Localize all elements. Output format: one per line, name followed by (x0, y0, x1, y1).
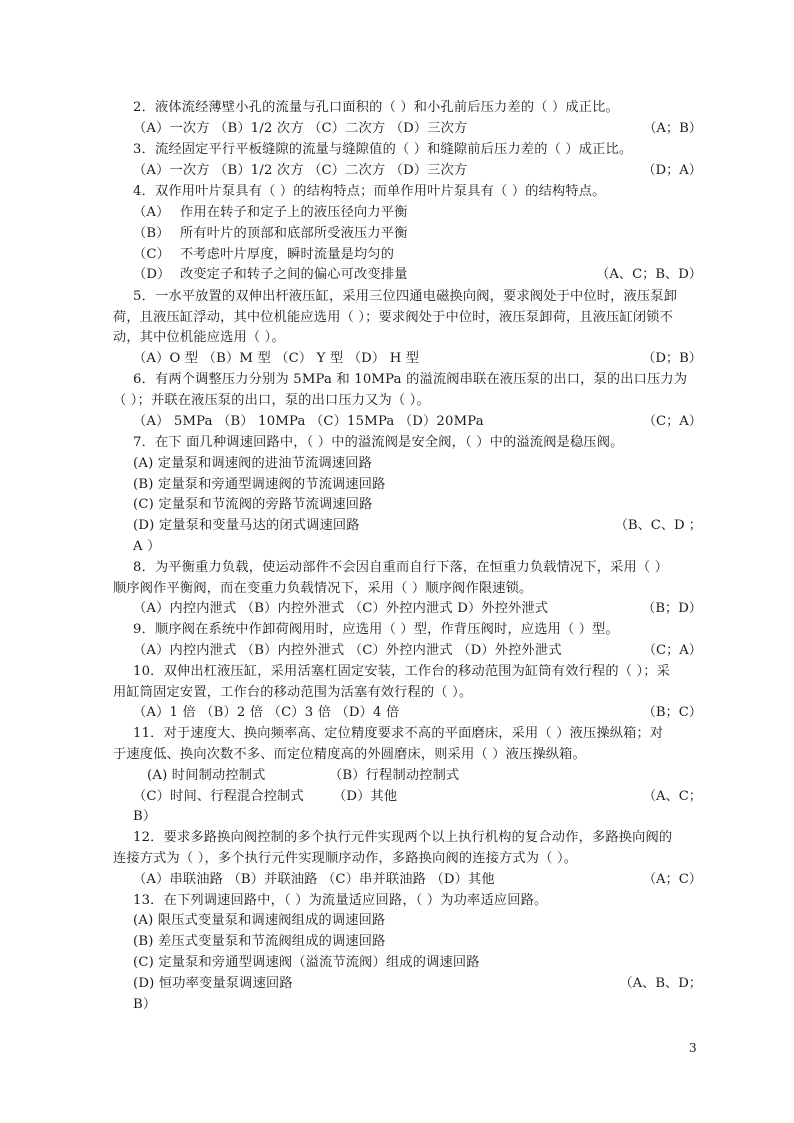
answer-2: （A；B） (643, 121, 702, 136)
option-label: （C） (133, 247, 171, 262)
question-2-options: （A）一次方 （B）1/2 次方 （C）二次方 （D）三次方 (133, 121, 468, 136)
question-3: 3．流经固定平行平板缝隙的流量与缝隙值的（ ）和缝隙前后压力差的（ ）成正比。 (133, 142, 633, 157)
option-text: (D) 恒功率变量泵调速回路 (133, 976, 293, 991)
question-10-cont: 用缸筒固定安置，工作台的移动范围为活塞有效行程的（ ）。 (113, 685, 473, 700)
option-text: (B) 定量泵和旁通型调速阀的节流调速回路 (133, 477, 386, 492)
question-11: 11．对于速度大、换向频率高、定位精度要求不高的平面磨床，采用（ ）液压操纵箱；对 (133, 726, 664, 741)
question-9-options: （A）内控内泄式 （B）内控外泄式 （C）外控内泄式 （D）外控外泄式 (133, 643, 562, 658)
answer-3: （D；A） (642, 163, 702, 178)
question-8: 8．为平衡重力负载，使运动部件不会因自重而自行下落，在恒重力负载情况下，采用（ ） (133, 560, 669, 575)
option-text: (B) 差压式变量泵和节流阀组成的调速回路 (133, 934, 386, 949)
question-5-cont: 荷，且液压缸浮动，其中位机能应选用（ ）；要求阀处于中位时，液压泵卸荷，且液压缸闭锁不 (113, 310, 674, 325)
question-6-cont: （ ）；并联在液压泵的出口，泵的出口压力又为（ ）。 (113, 393, 430, 408)
question-5-cont: 动，其中位机能应选用（ ）。 (113, 330, 285, 345)
question-10: 10．双伸出杠液压缸，采用活塞杠固定安装，工作台的移动范围为缸筒有效行程的（ ）；采 (133, 664, 671, 679)
option-text: (A) 定量泵和调速阀的进油节流调速回路 (133, 456, 373, 471)
answer-7-cont: A ） (133, 539, 161, 554)
answer-6: （C；A） (642, 414, 702, 429)
option-text: (A) 时间制动控制式 (147, 768, 266, 783)
question-3-options: （A）一次方 （B）1/2 次方 （C）二次方 （D）三次方 (133, 163, 468, 178)
option-text: （C）时间、行程混合控制式 (133, 789, 304, 804)
answer-13-cont: B） (133, 997, 157, 1012)
question-12-cont: 连接方式为（ ），多个执行元件实现顺序动作，多路换向阀的连接方式为（ ）。 (113, 851, 578, 866)
option-text: （D）其他 (333, 789, 398, 804)
option-label: （D） (133, 267, 171, 282)
question-12: 12．要求多路换向阀控制的多个执行元件实现两个以上执行机构的复合动作，多路换向阀的 (133, 830, 673, 845)
option-text: 改变定子和转子之间的偏心可改变排量 (180, 267, 408, 282)
answer-12: （A；C） (642, 872, 702, 887)
question-6: 6．有两个调整压力分别为 5MPa 和 10MPa 的溢流阀串联在液压泵的出口，泵的出口压力为 (133, 372, 688, 387)
option-text: (C) 定量泵和旁通型调速阀（溢流节流阀）组成的调速回路 (133, 955, 480, 970)
answer-9: （C；A） (642, 643, 702, 658)
answer-11-cont: B） (133, 809, 157, 824)
question-10-options: （A）1 倍 （B）2 倍 （C）3 倍 （D）4 倍 (133, 705, 400, 720)
answer-8: （B；D） (642, 601, 702, 616)
question-13: 13．在下列调速回路中，（ ）为流量适应回路，（ ）为功率适应回路。 (133, 893, 548, 908)
question-7: 7．在下 面几种调速回路中，（ ）中的溢流阀是安全阀，（ ）中的溢流阀是稳压阀。 (133, 435, 624, 450)
answer-13: （A、B、D； (619, 976, 702, 991)
option-text: 所有叶片的顶部和底部所受液压力平衡 (180, 226, 408, 241)
question-2: 2．液体流经薄壁小孔的流量与孔口面积的（ ）和小孔前后压力差的（ ）成正比。 (133, 100, 619, 115)
option-text: 不考虑叶片厚度，瞬时流量是均匀的 (180, 247, 395, 262)
answer-11: （A、C； (642, 789, 702, 804)
answer-4: （A、C；B、D） (596, 267, 702, 282)
question-4: 4．双作用叶片泵具有（ ）的结构特点；而单作用叶片泵具有（ ）的结构特点。 (133, 184, 606, 199)
question-8-cont: 顺序阀作平衡阀，而在变重力负载情况下，采用（ ）顺序阀作限速锁。 (113, 581, 533, 596)
option-label: （B） (133, 226, 170, 241)
answer-7: （B、C、D ； (614, 518, 702, 533)
page-number: 3 (689, 1041, 697, 1055)
answer-10: （B；C） (642, 705, 702, 720)
question-12-options: （A）串联油路 （B）并联油路 （C）串并联油路 （D）其他 (133, 872, 495, 887)
question-11-cont: 于速度低、换向次数不多、而定位精度高的外圆磨床，则采用（ ）液压操纵箱。 (113, 747, 586, 762)
option-label: （A） (133, 205, 170, 220)
question-5-options: （A）O 型 （B）M 型 （C） Y 型 （D） H 型 (133, 351, 420, 366)
option-text: (D) 定量泵和变量马达的闭式调速回路 (133, 518, 360, 533)
option-text: 作用在转子和定子上的液压径向力平衡 (180, 205, 408, 220)
question-9: 9．顺序阀在系统中作卸荷阀用时，应选用（ ）型，作背压阀时，应选用（ ）型。 (133, 622, 619, 637)
option-text: (C) 定量泵和节流阀的旁路节流调速回路 (133, 497, 373, 512)
question-5: 5．一水平放置的双伸出杆液压缸，采用三位四通电磁换向阀，要求阀处于中位时，液压泵卸 (133, 289, 678, 304)
option-text: （B）行程制动控制式 (329, 768, 460, 783)
question-8-options: （A）内控内泄式 （B）内控外泄式 （C）外控内泄式 D）外控外泄式 (133, 601, 549, 616)
option-text: (A) 限压式变量泵和调速阀组成的调速回路 (133, 913, 386, 928)
answer-5: （D；B） (642, 351, 702, 366)
question-6-options: （A） 5MPa （B） 10MPa （C）15MPa （D）20MPa (133, 414, 484, 429)
